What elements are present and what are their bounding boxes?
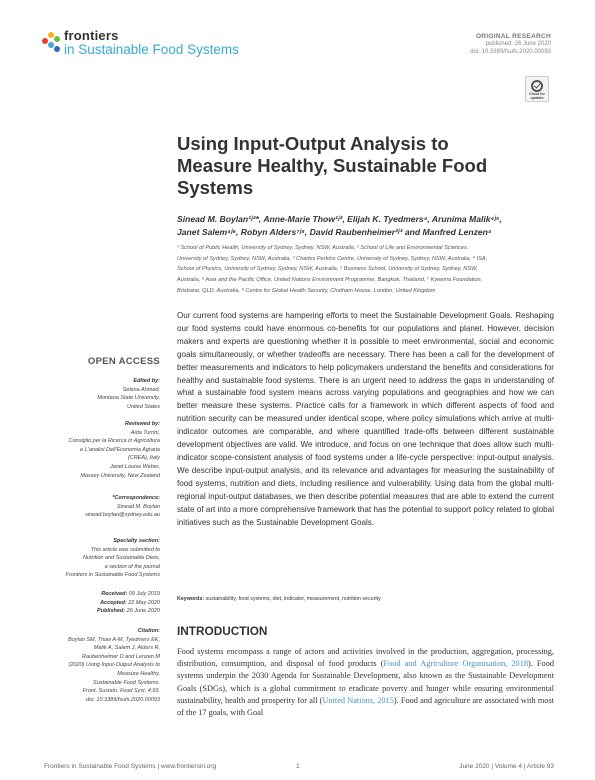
footer-journal-link[interactable]: Frontiers in Sustainable Food Systems | www.frontiersin.org bbox=[44, 763, 217, 770]
title-line: Using Input-Output Analysis to bbox=[177, 133, 449, 154]
reviewed-by-block bbox=[44, 420, 160, 480]
citation-doi-link[interactable]: doi: 10.3389/fsufs.2020.00093 bbox=[85, 696, 160, 703]
affiliation-line: Australia, ⁶ Asia and the Pacific Office, United Nations Environment Programme, Bangkok, Thailand, ⁷ Kyeema Foundation, bbox=[177, 277, 483, 284]
page-number: 1 bbox=[296, 763, 300, 770]
specialty-heading: Specialty section: bbox=[113, 538, 160, 544]
check-badge-line: Check for bbox=[529, 92, 545, 96]
open-access-label: OPEN ACCESS bbox=[87, 356, 160, 367]
reviewer-line[interactable]: Aida Turrini, bbox=[130, 429, 160, 436]
keywords bbox=[177, 596, 554, 602]
correspondence-heading: *Correspondence: bbox=[112, 495, 160, 501]
affiliation-line: Brisbane, QLD, Australia, ⁸ Centre for Global Health Security, Chatham House, London, United Kingdom bbox=[177, 287, 436, 294]
specialty-line: a section of the journal bbox=[104, 563, 160, 570]
citation-line: Boylan SM, Thow A-M, Tyedmers EK, bbox=[68, 636, 160, 643]
citation-line: Malik A, Salem J, Alders R, bbox=[93, 645, 160, 652]
citation-line: Measure Healthy, bbox=[117, 670, 160, 677]
abstract-text: Our current food systems are hampering efforts to meet the Sustainable Development Goals. Reshaping our food systems could have enormous co-benefits for our populations and planet. However, decision makers and experts are questioning whether it is possible to meet environmental, social and economic goals simultaneously, or whether tradeoffs are necessary. There has been a call for the development of better measurements and indicators to help policymakers understand the benefits and considerations for healthy and sustainable food systems. There is an urgent need to address the gaps in understanding of what a sustainable food system means across varying populations and geographies and how we can better measure these systems. Practice calls for a framework in which different aspects of food and nutrition security can be measured under identical scope, where policy simulations which arrive at multi-indicator outcomes are comparable, and where quantified trade-offs between different sustainable development objectives are valid. We introduce, and focus on one technique that does allow such multi-indicator scope-consistent analysis of food systems under a life-cycle perspective: input-output analysis. We describe input-output analysis, and its relevance and advantages for measuring the sustainability of food systems, nutrition and diets, including resilience and vulnerability. Using data from the global multi-regional input-output databases, we then describe potential measures that are able to extend the current state of art into a more comprehensive framework that has the potential to support policy related to global initiatives such as the Sustainable Development Goals. bbox=[177, 311, 554, 527]
specialty-line: Frontiers in Sustainable Food Systems bbox=[65, 572, 160, 579]
article-meta bbox=[351, 33, 551, 56]
article-type: ORIGINAL RESEARCH bbox=[475, 33, 551, 40]
specialty-section-block bbox=[44, 537, 160, 580]
edited-by-block bbox=[44, 377, 160, 411]
affiliation-line: School of Physics, University of Sydney, Sydney, NSW, Australia, ⁵ Business School, University of Sydney, Sydney, NSW, bbox=[177, 266, 478, 273]
reviewer-line: (CREA), Italy bbox=[127, 455, 160, 462]
frontiers-logo-icon bbox=[42, 30, 62, 52]
correspondence-block bbox=[44, 494, 160, 520]
keywords-label: Keywords: bbox=[177, 596, 205, 602]
footer-issue-info: June 2020 | Volume 4 | Article 93 bbox=[459, 763, 554, 770]
keywords-text: sustainability, food systems, diet, indicator, measurement, nutrition security bbox=[204, 596, 381, 602]
reference-link[interactable]: United Nations, 2015 bbox=[322, 695, 394, 705]
reviewer-line: Consiglio per la Ricerca in Agricoltura bbox=[68, 438, 160, 445]
check-for-updates-button[interactable] bbox=[525, 76, 549, 102]
logo-word: frontiers bbox=[64, 28, 119, 43]
title-line: Measure Healthy, Sustainable Food bbox=[177, 155, 488, 176]
citation-heading: Citation: bbox=[137, 628, 160, 634]
published-date: published: 26 June 2020 bbox=[485, 41, 551, 47]
introduction-paragraph: Food systems encompass a range of actors and activities involved in the production, aggregation, processing, distribution, consumption, and disposal of food products (Food and Agriculture Organisation, 2018). Food systems underpin the 2030 Agenda for Sustainable Development, also known as the Sustainable Development Goals (SDGs), which is a global commitment to eradicate poverty and hunger while ensuring environmental sustainability, health and prosperity for all (United Nations, 2015). Food and agriculture are associated with most of the 17 goals, with Goal bbox=[177, 647, 554, 718]
specialty-line: This article was submitted to bbox=[90, 546, 160, 553]
citation-line: (2020) Using Input-Output Analysis to bbox=[68, 662, 160, 669]
specialty-line: Nutrition and Sustainable Diets, bbox=[82, 555, 160, 562]
affiliation-line: University of Sydney, Sydney, NSW, Australia, ³ Charles Perkins Centre, University of Sydney, Sydney, NSW, Australia, ⁴ ISA, bbox=[177, 255, 488, 262]
received-date: Received: 09 July 2019 bbox=[101, 591, 160, 597]
title-line: Systems bbox=[177, 177, 254, 198]
doi-link[interactable]: doi: 10.3389/fsufs.2020.00093 bbox=[470, 49, 551, 55]
published-date-sidebar: Published: 26 June 2020 bbox=[97, 608, 160, 615]
citation-line: Sustainable Food Systems. bbox=[93, 679, 160, 686]
journal-logo bbox=[42, 28, 302, 64]
author-list bbox=[177, 213, 557, 239]
reviewer-line: e L'analisi Dell'Economia Agraria bbox=[80, 446, 160, 453]
citation-line: Raubenheimer D and Lenzen M bbox=[82, 653, 160, 660]
reviewer-line: Massey University, New Zealand bbox=[80, 472, 160, 479]
article-title bbox=[177, 133, 547, 199]
reference-link[interactable]: Food and Agriculture Organisation, 2018 bbox=[383, 659, 529, 669]
affiliation-line: ¹ School of Public Health, University of Sydney, Sydney, NSW, Australia, ² School of Life and Environmental Sciences, bbox=[177, 245, 469, 251]
reviewed-by-heading: Reviewed by: bbox=[124, 421, 160, 427]
author-line: Janet Salem⁴ʲ⁶, Robyn Alders⁷ʲ⁸, David Raubenheimer²ʲ³ and Manfred Lenzen⁴ bbox=[177, 227, 492, 237]
section-heading-introduction: INTRODUCTION bbox=[177, 624, 268, 638]
citation-block bbox=[44, 627, 160, 704]
reviewer-line[interactable]: Janet Louise Weber, bbox=[109, 463, 160, 470]
correspondence-email-link[interactable]: sinead.boylan@sydney.edu.au bbox=[85, 512, 160, 519]
check-badge-line: updates bbox=[530, 96, 544, 100]
editor-line: United States bbox=[126, 403, 160, 410]
editor-line: Montana State University, bbox=[97, 395, 160, 402]
accepted-date: Accepted: 22 May 2020 bbox=[100, 599, 160, 606]
editor-line[interactable]: Selena Ahmed, bbox=[122, 386, 160, 393]
citation-line: Front. Sustain. Food Syst. 4:93. bbox=[82, 688, 160, 695]
affiliations bbox=[177, 243, 557, 297]
correspondence-name: Sinead M. Boylan bbox=[116, 503, 160, 510]
dates-block bbox=[44, 590, 160, 616]
author-line: Sinead M. Boylan¹ʲ³*, Anne-Marie Thow¹ʲ³, Elijah K. Tyedmers⁴, Arunima Malik⁴ʲ⁵, bbox=[177, 214, 502, 224]
journal-name: in Sustainable Food Systems bbox=[64, 42, 239, 57]
checkmark-icon bbox=[531, 80, 543, 92]
edited-by-heading: Edited by: bbox=[133, 378, 160, 384]
